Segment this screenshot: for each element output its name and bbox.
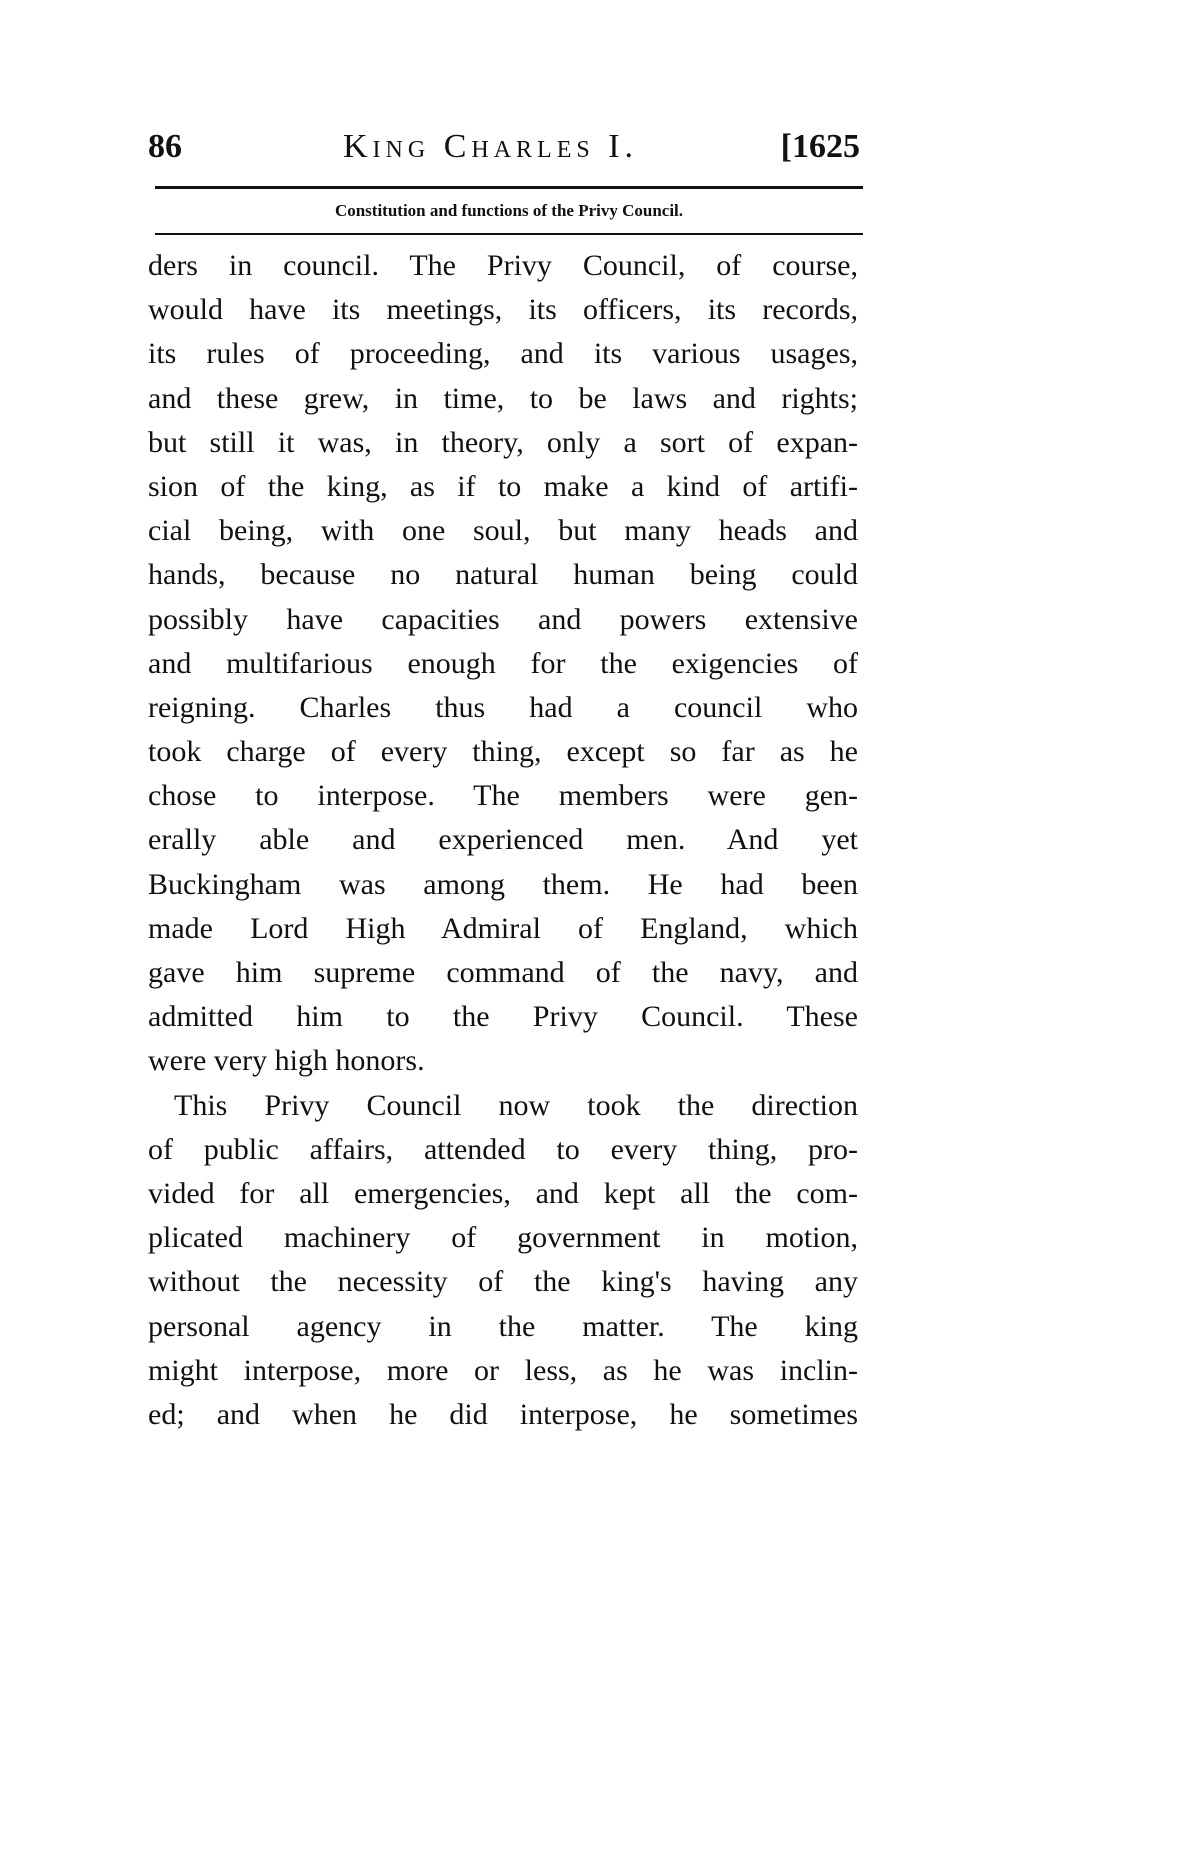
text-line: would have its meetings, its officers, its records, [148, 293, 858, 327]
running-header [148, 128, 860, 178]
text-line: hands, because no natural human being could [148, 558, 858, 592]
text-line: without the necessity of the king's having any [148, 1265, 858, 1299]
subheading: Constitution and functions of the Privy Council. [334, 201, 684, 220]
text-line: reigning. Charles thus had a council who [148, 690, 858, 724]
text-line: This Privy Council now took the direction [174, 1088, 858, 1122]
text-line: possibly have capacities and powers extensive [148, 602, 858, 636]
header-rule [155, 186, 863, 189]
text-line: personal agency in the matter. The king [148, 1309, 858, 1343]
text-line: its rules of proceeding, and its various usages, [148, 337, 858, 371]
text-line: erally able and experienced men. And yet [148, 823, 858, 857]
text-line: gave him supreme command of the navy, and [148, 956, 858, 989]
text-line: chose to interpose. The members were gen- [148, 779, 858, 813]
running-title: King Charles I. [343, 128, 639, 165]
text-line: were very high honors. [148, 1044, 425, 1078]
text-line: plicated machinery of government in motion, [148, 1221, 858, 1255]
text-line: ed; and when he did interpose, he sometimes [148, 1397, 858, 1431]
page-number: 86 [148, 128, 182, 165]
header-year: [1625 [780, 128, 860, 165]
text-line: but still it was, in theory, only a sort of expan- [148, 425, 858, 459]
text-line: and multifarious enough for the exigencies of [148, 646, 858, 680]
subheading-rule [155, 233, 863, 235]
text-line: sion of the king, as if to make a kind of artifi- [148, 469, 858, 503]
text-line: ders in council. The Privy Council, of course, [148, 249, 858, 282]
text-line: took charge of every thing, except so far as he [148, 735, 858, 769]
body-text [148, 244, 858, 1437]
text-line: admitted him to the Privy Council. These [148, 1000, 858, 1034]
text-line: and these grew, in time, to be laws and rights; [148, 381, 858, 415]
text-line: vided for all emergencies, and kept all the com- [148, 1176, 858, 1210]
text-line: made Lord High Admiral of England, which [148, 911, 858, 945]
text-line: of public affairs, attended to every thing, pro- [148, 1132, 858, 1166]
text-line: Buckingham was among them. He had been [148, 867, 858, 901]
text-line: might interpose, more or less, as he was inclin- [148, 1353, 858, 1387]
text-line: cial being, with one soul, but many heads and [148, 514, 858, 548]
